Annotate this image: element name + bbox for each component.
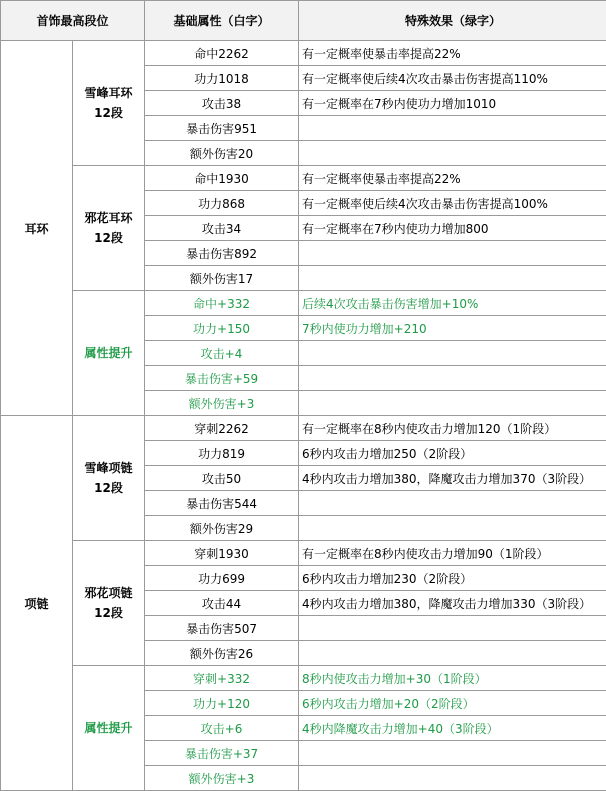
item-name: 邪花项链 bbox=[84, 586, 133, 600]
special-effect-cell bbox=[299, 516, 606, 541]
special-effect-cell: 后续4次攻击暴击伤害增加+10% bbox=[299, 291, 606, 316]
base-attribute-cell: 穿刺2262 bbox=[145, 416, 299, 441]
special-effect-cell: 6秒内攻击力增加+20（2阶段） bbox=[299, 691, 606, 716]
base-attribute-cell: 额外伤害+3 bbox=[145, 391, 299, 416]
base-attribute-cell: 功力+120 bbox=[145, 691, 299, 716]
item-tier: 12段 bbox=[94, 106, 123, 120]
item-name-cell bbox=[73, 41, 145, 166]
special-effect-cell bbox=[299, 391, 606, 416]
base-attribute-cell: 功力699 bbox=[145, 566, 299, 591]
table-row bbox=[1, 291, 606, 316]
special-effect-cell: 有一定概率使后续4次攻击暴击伤害提高110% bbox=[299, 66, 606, 91]
special-effect-cell: 4秒内降魔攻击力增加+40（3阶段） bbox=[299, 716, 606, 741]
special-effect-cell bbox=[299, 116, 606, 141]
category-cell: 项链 bbox=[1, 416, 73, 791]
special-effect-cell: 有一定概率在8秒内使攻击力增加90（1阶段） bbox=[299, 541, 606, 566]
item-name: 属性提升 bbox=[84, 721, 133, 735]
special-effect-cell: 6秒内攻击力增加230（2阶段） bbox=[299, 566, 606, 591]
base-attribute-cell: 功力868 bbox=[145, 191, 299, 216]
item-name: 属性提升 bbox=[84, 346, 133, 360]
table-row bbox=[1, 166, 606, 191]
base-attribute-cell: 额外伤害29 bbox=[145, 516, 299, 541]
item-tier: 12段 bbox=[94, 606, 123, 620]
item-name-cell bbox=[73, 416, 145, 541]
item-name-cell bbox=[73, 541, 145, 666]
special-effect-cell bbox=[299, 141, 606, 166]
base-attribute-cell: 功力1018 bbox=[145, 66, 299, 91]
base-attribute-cell: 命中+332 bbox=[145, 291, 299, 316]
base-attribute-cell: 暴击伤害507 bbox=[145, 616, 299, 641]
special-effect-cell bbox=[299, 491, 606, 516]
item-name: 雪峰项链 bbox=[84, 461, 133, 475]
special-effect-cell: 6秒内攻击力增加250（2阶段） bbox=[299, 441, 606, 466]
base-attribute-cell: 攻击50 bbox=[145, 466, 299, 491]
special-effect-cell bbox=[299, 241, 606, 266]
base-attribute-cell: 暴击伤害544 bbox=[145, 491, 299, 516]
header-base-attributes: 基础属性（白字） bbox=[145, 1, 299, 41]
base-attribute-cell: 攻击34 bbox=[145, 216, 299, 241]
item-name: 雪峰耳环 bbox=[84, 86, 133, 100]
header-tier: 首饰最高段位 bbox=[1, 1, 145, 41]
item-name-cell bbox=[73, 166, 145, 291]
special-effect-cell: 8秒内使攻击力增加+30（1阶段） bbox=[299, 666, 606, 691]
base-attribute-cell: 攻击+6 bbox=[145, 716, 299, 741]
base-attribute-cell: 穿刺1930 bbox=[145, 541, 299, 566]
base-attribute-cell: 额外伤害20 bbox=[145, 141, 299, 166]
base-attribute-cell: 功力+150 bbox=[145, 316, 299, 341]
base-attribute-cell: 暴击伤害+37 bbox=[145, 741, 299, 766]
base-attribute-cell: 攻击38 bbox=[145, 91, 299, 116]
base-attribute-cell: 穿刺+332 bbox=[145, 666, 299, 691]
base-attribute-cell: 额外伤害+3 bbox=[145, 766, 299, 791]
base-attribute-cell: 命中1930 bbox=[145, 166, 299, 191]
item-name-cell bbox=[73, 291, 145, 416]
special-effect-cell: 4秒内攻击力增加380，降魔攻击力增加370（3阶段） bbox=[299, 466, 606, 491]
special-effect-cell: 有一定概率在7秒内使功力增加1010 bbox=[299, 91, 606, 116]
base-attribute-cell: 攻击+4 bbox=[145, 341, 299, 366]
base-attribute-cell: 命中2262 bbox=[145, 41, 299, 66]
special-effect-cell: 有一定概率使暴击率提高22% bbox=[299, 166, 606, 191]
special-effect-cell: 有一定概率在8秒内使攻击力增加120（1阶段） bbox=[299, 416, 606, 441]
item-tier: 12段 bbox=[94, 481, 123, 495]
table-body bbox=[1, 41, 606, 791]
item-name-cell bbox=[73, 666, 145, 791]
header-special-effects: 特殊效果（绿字） bbox=[299, 1, 606, 41]
base-attribute-cell: 额外伤害26 bbox=[145, 641, 299, 666]
base-attribute-cell: 暴击伤害892 bbox=[145, 241, 299, 266]
special-effect-cell bbox=[299, 641, 606, 666]
table-row bbox=[1, 666, 606, 691]
special-effect-cell bbox=[299, 766, 606, 791]
special-effect-cell bbox=[299, 616, 606, 641]
base-attribute-cell: 功力819 bbox=[145, 441, 299, 466]
special-effect-cell bbox=[299, 341, 606, 366]
special-effect-cell bbox=[299, 741, 606, 766]
special-effect-cell: 7秒内使功力增加+210 bbox=[299, 316, 606, 341]
base-attribute-cell: 暴击伤害+59 bbox=[145, 366, 299, 391]
special-effect-cell bbox=[299, 266, 606, 291]
header-row bbox=[1, 1, 606, 41]
item-tier: 12段 bbox=[94, 231, 123, 245]
table-row bbox=[1, 541, 606, 566]
base-attribute-cell: 攻击44 bbox=[145, 591, 299, 616]
special-effect-cell bbox=[299, 366, 606, 391]
table-row bbox=[1, 41, 606, 66]
special-effect-cell: 4秒内攻击力增加380，降魔攻击力增加330（3阶段） bbox=[299, 591, 606, 616]
special-effect-cell: 有一定概率在7秒内使功力增加800 bbox=[299, 216, 606, 241]
special-effect-cell: 有一定概率使后续4次攻击暴击伤害提高100% bbox=[299, 191, 606, 216]
base-attribute-cell: 暴击伤害951 bbox=[145, 116, 299, 141]
category-cell: 耳环 bbox=[1, 41, 73, 416]
special-effect-cell: 有一定概率使暴击率提高22% bbox=[299, 41, 606, 66]
base-attribute-cell: 额外伤害17 bbox=[145, 266, 299, 291]
table-row bbox=[1, 416, 606, 441]
item-name: 邪花耳环 bbox=[84, 211, 133, 225]
